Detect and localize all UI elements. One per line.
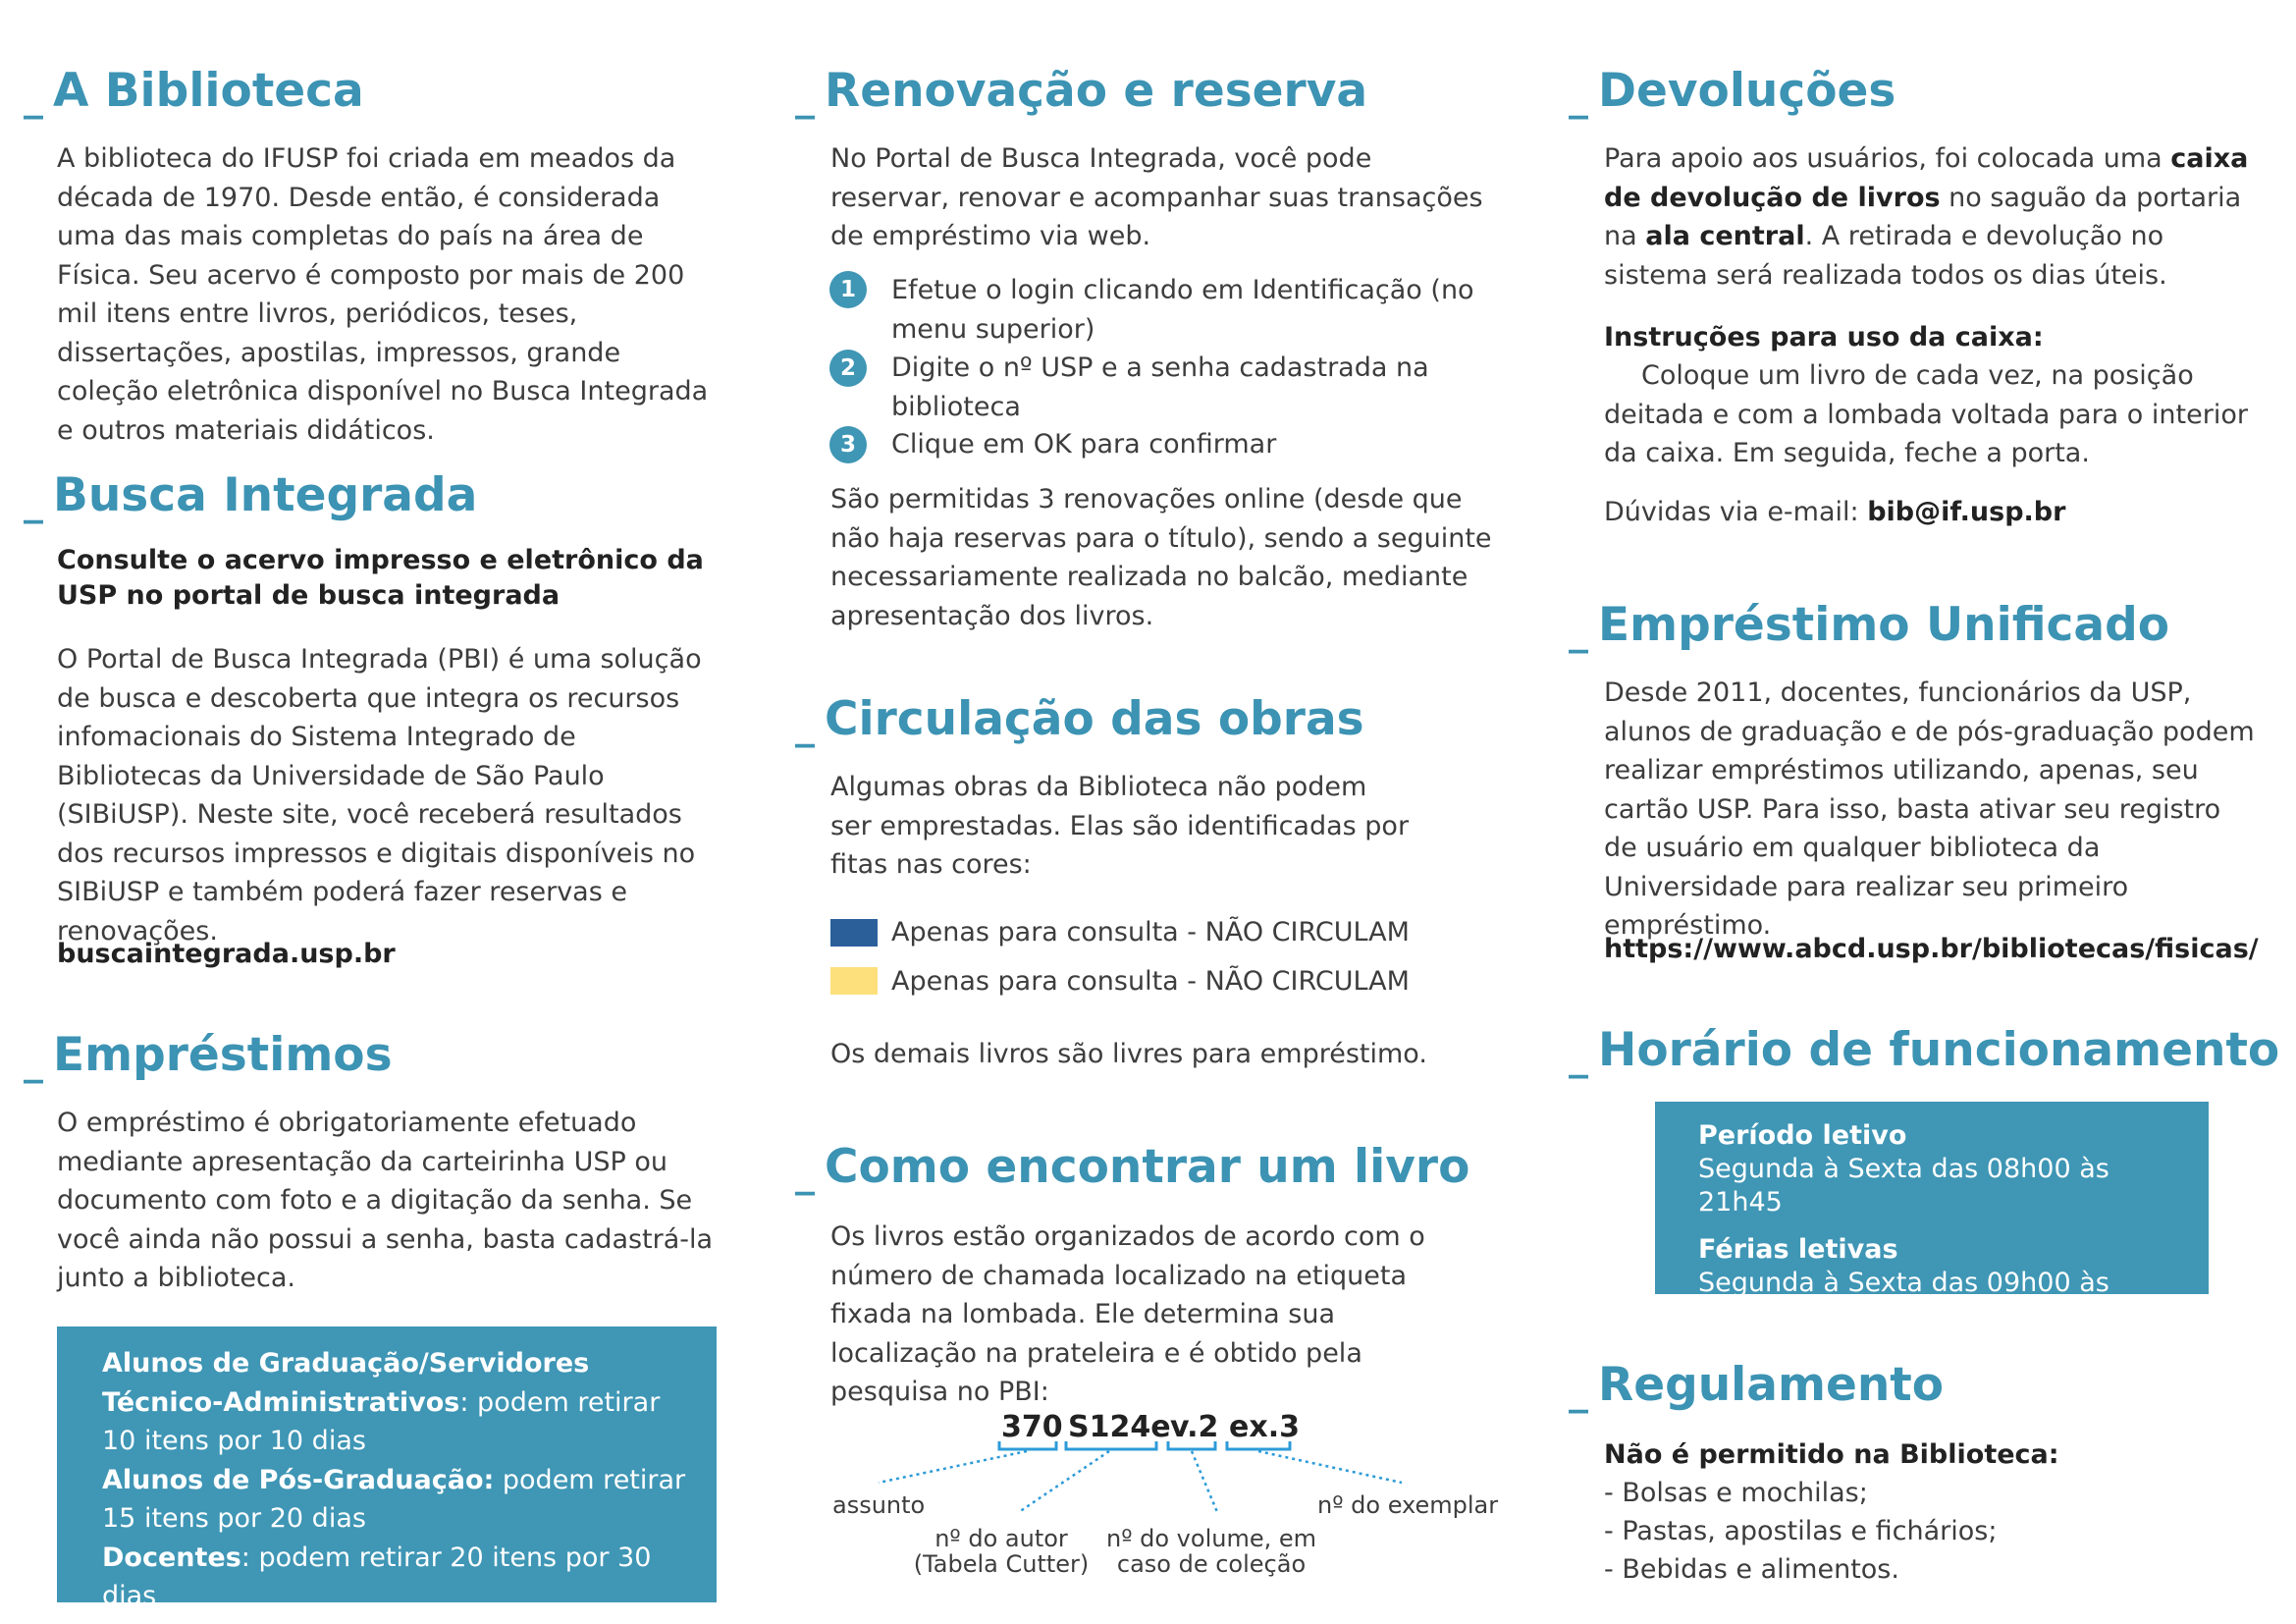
encontrar-text: Os livros estão organizados de acordo com o número de chamada localizado na etiqueta fixada na lombada. Ele determina sua localização na prateleira e é obtido pela pesquisa no PBI: <box>830 1221 1425 1407</box>
heading-a-biblioteca: _ A Biblioteca <box>24 64 364 120</box>
call-number-class: 370 <box>1001 1410 1063 1444</box>
heading-regulamento: _ Regulamento <box>1569 1358 1945 1414</box>
emprestimos-text: O empréstimo é obrigatoriamente efetuado mediante apresentação da carteirinha USP ou documento com foto e a digitação da senha. Se você ainda não possui a senha, basta cadastrá-la junto a biblioteca. <box>57 1108 714 1293</box>
box-label-graduacao: Alunos de Graduação/Servidores Técnico-Administrativos <box>102 1348 590 1418</box>
label-autor: nº do autor (Tabela Cutter) <box>913 1525 1090 1578</box>
heading-devolucoes: _ Devoluções <box>1569 64 1896 120</box>
busca-link[interactable]: buscaintegrada.usp.br <box>57 939 396 969</box>
heading-unificado: _ Empréstimo Unificado <box>1569 598 2170 654</box>
horario-box <box>1655 1102 2209 1331</box>
heading-encontrar: _ Como encontrar um livro <box>795 1140 1470 1196</box>
step-3-text: Clique em OK para confirmar <box>891 429 1277 460</box>
heading-renovacao: _ Renovação e reserva <box>795 64 1368 120</box>
ferias-letivas-text: Segunda à Sexta das 09h00 às 19h00 <box>1698 1268 2109 1331</box>
call-number-copy: ex.3 <box>1229 1410 1300 1444</box>
busca-text: O Portal de Busca Integrada (PBI) é uma solução de busca e descoberta que integra os recursos infomacionais do Sistema Integrado de Bibliotecas da Universidade de São Paulo (SIBiUSP). Neste site, você receberá resultados dos recursos impressos e digitais disponíveis no SIBiUSP e também poderá fazer reservas e renovações. <box>57 644 702 947</box>
label-volume: nº do volume, em caso de coleção <box>1105 1525 1316 1578</box>
busca-subtitle: Consulte o acervo impresso e eletrônico da USP no portal de busca integrada <box>57 545 704 611</box>
email-link[interactable]: bib@if.usp.br <box>1867 497 2066 527</box>
heading-busca-integrada: _ Busca Integrada <box>24 468 478 524</box>
unificado-link[interactable]: https://www.abcd.usp.br/bibliotecas/fisicas/ <box>1604 934 2259 964</box>
instrucoes-text: Coloque um livro de cada vez, na posição deitada e com a lombada voltada para o interior da caixa. Em seguida, feche a porta. <box>1604 360 2248 468</box>
step-1-badge: 1 <box>829 271 867 308</box>
regulamento-subtitle: Não é permitido na Biblioteca: <box>1604 1439 2059 1470</box>
box-text-pos: podem retirar 15 itens por 20 dias <box>102 1464 686 1534</box>
blue-tape-label: Apenas para consulta - NÃO CIRCULAM <box>891 917 1410 947</box>
label-assunto: assunto <box>832 1491 926 1519</box>
circulacao-outro: Os demais livros são livres para empréstimo. <box>830 1039 1427 1069</box>
yellow-tape-label: Apenas para consulta - NÃO CIRCULAM <box>891 966 1410 997</box>
step-2-badge: 2 <box>829 350 867 387</box>
box-label-pos: Alunos de Pós-Graduação: <box>102 1464 495 1495</box>
circulacao-intro: Algumas obras da Biblioteca não podem ser emprestadas. Elas são identificadas por fitas nas cores: <box>830 772 1410 880</box>
devolucoes-text: Para apoio aos usuários, foi colocada uma caixa de devolução de livros no saguão da portaria na ala central. A retirada e devolução no sistema será realizada todos os dias úteis. <box>1604 143 2249 291</box>
step-2-text: Digite o nº USP e a senha cadastrada na biblioteca <box>891 352 1429 422</box>
duvidas-email: Dúvidas via e-mail: bib@if.usp.br <box>1604 497 2066 527</box>
heading-emprestimos: _ Empréstimos <box>24 1028 393 1084</box>
ferias-letivas-label: Férias letivas <box>1698 1234 1898 1265</box>
regulamento-item: - Bebidas e alimentos. <box>1604 1554 1899 1585</box>
heading-circulacao: _ Circulação das obras <box>795 692 1364 748</box>
step-3-badge: 3 <box>829 426 867 463</box>
periodo-letivo-text: Segunda à Sexta das 08h00 às 21h45 <box>1698 1154 2109 1218</box>
label-exemplar: nº do exemplar <box>1317 1491 1499 1519</box>
instrucoes-title: Instruções para uso da caixa: <box>1604 322 2044 352</box>
renovacao-intro: No Portal de Busca Integrada, você pode reservar, renovar e acompanhar suas transações de empréstimo via web. <box>830 143 1483 251</box>
renovacao-outro: São permitidas 3 renovações online (desde que não haja reservas para o título), sendo a seguinte necessariamente realizada no balcão, mediante apresentação dos livros. <box>830 484 1492 631</box>
call-number-author: S124e <box>1068 1410 1171 1444</box>
periodo-letivo-label: Período letivo <box>1698 1120 1907 1151</box>
heading-horario: _ Horário de funcionamento <box>1569 1023 2280 1079</box>
box-text-docentes: : podem retirar 20 itens por 30 dias <box>102 1542 652 1611</box>
call-number-volume: v.2 <box>1170 1410 1219 1444</box>
box-text-graduacao: : podem retirar 10 itens por 10 dias <box>102 1386 661 1456</box>
unificado-text: Desde 2011, docentes, funcionários da USP, alunos de graduação e de pós-graduação podem realizar empréstimos utilizando, apenas, seu cartão USP. Para isso, basta ativar seu registro de usuário em qualquer biblioteca da Universidade para realizar seu primeiro empréstimo. <box>1604 677 2255 941</box>
step-1-text: Efetue o login clicando em Identificação (no menu superior) <box>891 275 1474 345</box>
biblioteca-text: A biblioteca do IFUSP foi criada em meados da década de 1970. Desde então, é considerada uma das mais completas do país na área de Física. Seu acervo é composto por mais de 200 mil itens entre livros, periódicos, teses, dissertações, apostilas, impressos, grande coleção eletrônica disponível no Busca Integrada e outros materiais didáticos. <box>57 143 709 446</box>
regulamento-item: - Pastas, apostilas e fichários; <box>1604 1516 1998 1546</box>
box-label-docentes: Docentes <box>102 1542 241 1573</box>
regulamento-item: - Bolsas e mochilas; <box>1604 1478 1868 1508</box>
